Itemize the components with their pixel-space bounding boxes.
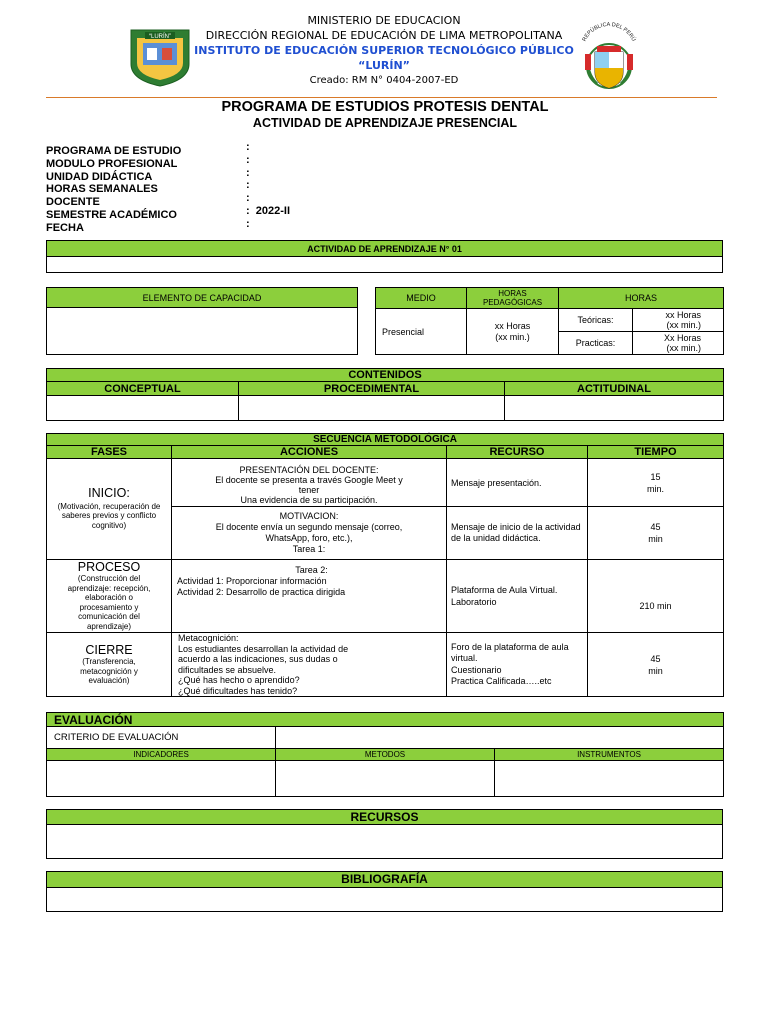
info-value: : — [246, 166, 250, 179]
indicadores-cell — [47, 761, 276, 797]
phase-inicio-desc: (Motivación, recuperación de saberes previos y conflicto cognitivo) — [57, 501, 161, 530]
seal-text: REPÚBLICA DEL PERÚ — [581, 22, 637, 43]
col-recurso: RECURSO — [447, 446, 588, 459]
col-indicadores: INDICADORES — [47, 749, 276, 761]
header-direction: DIRECCIÓN REGIONAL DE EDUCACIÓN DE LIMA METROPOLITANA — [205, 29, 563, 42]
metodos-cell — [276, 761, 495, 797]
col-actitudinal: ACTITUDINAL — [505, 382, 724, 396]
phase-proceso-desc: (Construcción del aprendizaje: recepción, elaboración o procesamiento y comunicación del aprendizaje) — [67, 574, 151, 631]
teoricas-label: Teóricas: — [559, 309, 633, 332]
practicas-value: Xx Horas (xx min.) — [633, 332, 724, 355]
info-row — [46, 166, 446, 183]
col-instrumentos: INSTRUMENTOS — [495, 749, 724, 761]
contents-table — [46, 368, 724, 421]
conceptual-cell — [47, 396, 239, 421]
info-label: MODULO PROFESIONAL — [46, 158, 178, 170]
info-label: PROGRAMA DE ESTUDIO — [46, 145, 182, 157]
info-row — [46, 204, 446, 221]
svg-text:REPÚBLICA DEL PERÚ — [582, 22, 638, 43]
logo-text: “LURÍN” — [149, 34, 171, 40]
sequence-table — [46, 433, 724, 697]
header-institute: INSTITUTO DE EDUCACIÓN SUPERIOR TECNOLÓGICO PÚBLICO — [194, 44, 574, 57]
activity-body — [47, 257, 723, 273]
header-divider — [46, 97, 717, 98]
bibliography-title: BIBLIOGRAFÍA — [47, 872, 723, 888]
proceso-task-lines: Actividad 1: Proporcionar información Actividad 2: Desarrollo de practica dirigida — [177, 576, 346, 597]
col-metodos: METODOS — [276, 749, 495, 761]
cierre-action: Metacognición: Los estudiantes desarrollan la actividad de acuerdo a las indicaciones, sus dudas o dificultades se absuelve. ¿Qué has hecho o aprendido? ¿Qué dificultades has tenido? — [172, 633, 447, 697]
evaluation-criteria-label: CRITERIO DE EVALUACIÓN — [47, 727, 276, 749]
col-tiempo: TIEMPO — [588, 446, 724, 459]
info-row — [46, 141, 446, 157]
phase-proceso-name: PROCESO — [77, 560, 141, 574]
col-fases: FASES — [47, 446, 172, 459]
proceso-time: 210 min — [588, 560, 724, 633]
col-horas-pedagogicas: HORAS PEDAGÓGICAS — [467, 288, 559, 309]
proceso-resource: Plataforma de Aula Virtual. Laboratorio — [447, 560, 588, 633]
info-label: UNIDAD DIDÁCTICA — [46, 170, 153, 183]
instrumentos-cell — [495, 761, 724, 797]
sequence-title: SECUENCIA METODOLÓGICA — [47, 434, 724, 446]
info-label: SEMESTRE ACADÉMICO — [46, 208, 177, 221]
col-horas: HORAS — [559, 288, 724, 309]
phase-cierre-desc: (Transferencia, metacognición y evaluación) — [80, 657, 138, 686]
info-row — [46, 154, 446, 170]
evaluation-table — [46, 712, 724, 797]
horas-pedagogicas-value: xx Horas (xx min.) — [467, 309, 559, 355]
inicio-resource-2: Mensaje de inicio de la actividad de la unidad didáctica. — [447, 507, 588, 560]
info-block — [46, 141, 446, 234]
info-label: DOCENTE — [46, 195, 100, 208]
activity-title: ACTIVIDAD DE APRENDIZAJE N° 01 — [47, 241, 723, 257]
info-label: FECHA — [46, 221, 84, 234]
info-value: : — [246, 191, 250, 204]
phase-proceso — [47, 560, 172, 633]
info-value: : — [246, 217, 250, 230]
contents-title: CONTENIDOS — [47, 369, 724, 382]
col-acciones: ACCIONES — [172, 446, 447, 459]
inicio-action-2: MOTIVACION: El docente envía un segundo mensaje (correo, WhatsApp, foro, etc.), Tarea 1: — [172, 507, 447, 560]
header-creation: Creado: RM N° 0404-2007-ED — [309, 75, 459, 86]
info-value: : — [246, 154, 250, 166]
info-value: : — [246, 179, 250, 191]
bibliography-body — [47, 888, 723, 912]
info-row — [46, 217, 446, 234]
info-row — [46, 179, 446, 195]
procedimental-cell — [239, 396, 505, 421]
evaluation-title: EVALUACIÓN — [47, 713, 724, 727]
phase-cierre — [47, 633, 172, 697]
resources-table — [46, 809, 723, 859]
capacity-body — [47, 308, 358, 355]
medio-value: Presencial — [376, 309, 467, 355]
inicio-resource-1: Mensaje presentación. — [447, 459, 588, 507]
proceso-task-title: Tarea 2: — [295, 565, 328, 575]
actitudinal-cell — [505, 396, 724, 421]
info-label: HORAS SEMANALES — [46, 183, 158, 195]
medio-table — [375, 287, 724, 355]
phase-inicio — [47, 459, 172, 560]
inicio-time-2: 45 min — [588, 507, 724, 560]
page-subtitle: ACTIVIDAD DE APRENDIZAJE PRESENCIAL — [252, 116, 518, 130]
proceso-action — [172, 560, 447, 633]
inicio-action-1: PRESENTACIÓN DEL DOCENTE: El docente se presenta a través Google Meet y tener Una evidencia de su participación. — [172, 459, 447, 507]
practicas-label: Practicas: — [559, 332, 633, 355]
cierre-resource: Foro de la plataforma de aula virtual. Cuestionario Practica Calificada…..etc — [447, 633, 588, 697]
capacity-title: ELEMENTO DE CAPACIDAD — [47, 288, 358, 308]
cierre-time: 45 min — [588, 633, 724, 697]
col-medio: MEDIO — [376, 288, 467, 309]
info-value: : — [246, 141, 250, 153]
page-title: PROGRAMA DE ESTUDIOS PROTESIS DENTAL — [221, 99, 549, 115]
resources-body — [47, 825, 723, 859]
peru-coat-of-arms-icon — [575, 22, 643, 94]
evaluation-criteria-value — [276, 727, 724, 749]
activity-table — [46, 240, 723, 273]
bibliography-table — [46, 871, 723, 912]
teoricas-value: xx Horas (xx min.) — [633, 309, 724, 332]
inicio-time-1: 15 min. — [588, 459, 724, 507]
phase-inicio-name: INICIO: — [88, 485, 130, 500]
capacity-table — [46, 287, 358, 355]
resources-title: RECURSOS — [47, 810, 723, 825]
info-value: : 2022-II — [246, 204, 291, 217]
col-conceptual: CONCEPTUAL — [47, 382, 239, 396]
col-procedimental: PROCEDIMENTAL — [239, 382, 505, 396]
phase-cierre-name: CIERRE — [85, 643, 133, 658]
info-row — [46, 191, 446, 208]
header-ministry: MINISTERIO DE EDUCACION — [307, 14, 461, 27]
header-institute-name: “LURÍN” — [358, 59, 410, 72]
